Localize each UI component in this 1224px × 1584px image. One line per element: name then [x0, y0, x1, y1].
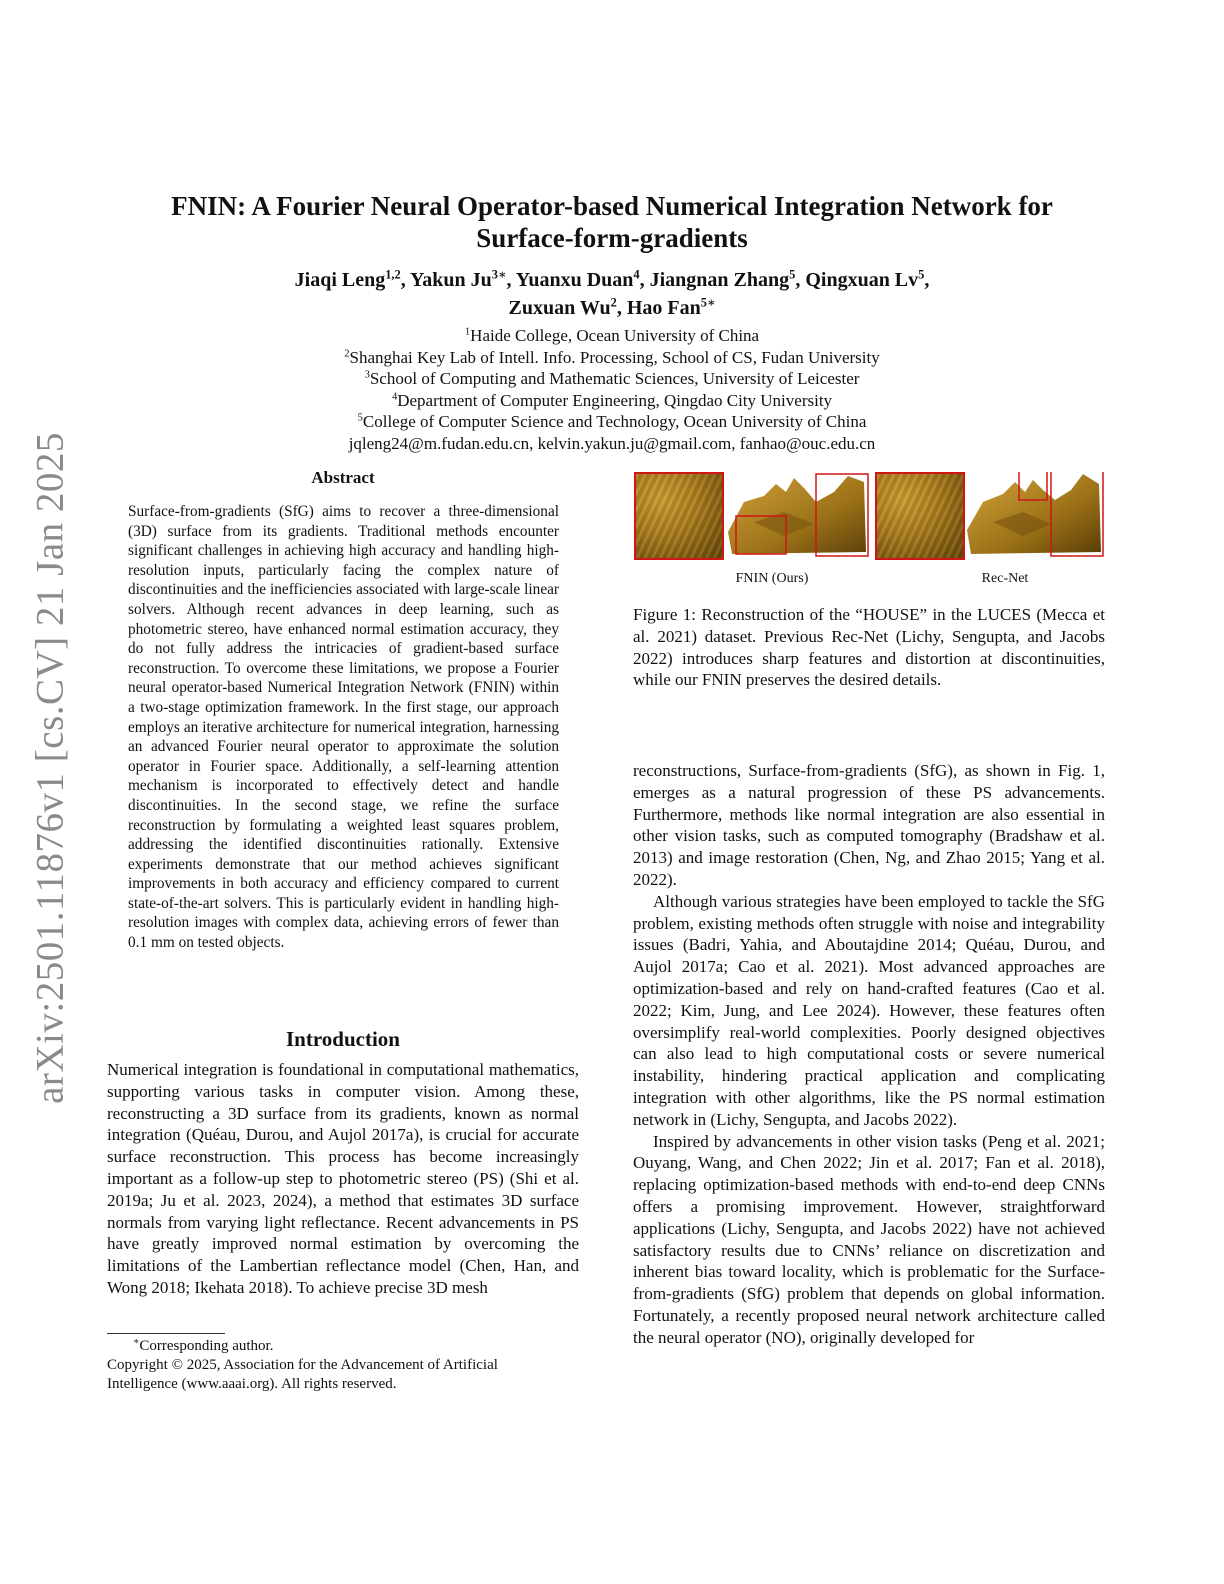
affiliation-3	[100, 368, 1124, 390]
author-affil-sup: 4	[633, 267, 640, 282]
author-list-line-2: Zuxuan Wu$^2$, Hao Fan$^{5∗}$	[508, 295, 716, 319]
intro-paragraph-2: reconstructions, Surface-from-gradients (SfG), as shown in Fig. 1, emerges as a natural progression of these PS advancements. Furthermore, methods like normal integration are also essential in other vision tasks, such as computed tomography (Bradshaw et al. 2013) and image restoration (Chen, Ng, and Zhao 2015; Yang et al. 2022).	[633, 761, 1105, 889]
author-name: Yuanxu Duan	[515, 269, 634, 291]
paper-title-line-1: FNIN: A Fourier Neural Operator-based Numerical Integration Network for	[171, 191, 1053, 221]
author-name: Jiaqi Leng	[294, 269, 386, 291]
affil-sup: 3	[364, 369, 370, 381]
affil-text: Shanghai Key Lab of Intell. Info. Processing, School of CS, Fudan University	[349, 347, 880, 367]
affil-sup: 5	[357, 412, 363, 424]
abstract-heading: Abstract	[311, 468, 375, 487]
author-affil-sup: 5∗	[700, 295, 716, 310]
paper-title-line-2: Surface-form-gradients	[476, 223, 748, 253]
abstract-text: Surface-from-gradients (SfG) aims to recover a three-dimensional (3D) surface from its gradients. Traditional methods encounter significant challenges in achieving high accuracy and handling high-resolution inputs, particularly facing the complex nature of discontinuities and the inefficiencies associated with large-scale linear solvers. Although recent advances in deep learning, such as photometric stereo, have enhanced normal estimation accuracy, they do not fully address the intricacies of gradient-based surface reconstruction. To overcome these limitations, we propose a Fourier neural operator-based Numerical Integration Network (FNIN) within a two-stage optimization framework. In the first stage, our approach employs an iterative architecture for numerical integration, harnessing an advanced Fourier neural operator to approximate the solution operator in Fourier space. Additionally, a self-learning attention mechanism is incorporated to effectively detect and handle discontinuities. In the second stage, we refine the surface reconstruction by formulating a weighted least squares problem, addressing the identified discontinuities rationally. Extensive experiments demonstrate that our method achieves significant improvements in both accuracy and efficiency compared to current state-of-the-art solvers. This is particularly evident in handling high-resolution images with complex data, achieving errors of fewer than 0.1 mm on tested objects.	[128, 503, 559, 952]
affiliations	[100, 325, 1124, 454]
corresponding-author-note	[107, 1337, 579, 1356]
recnet-depth-map-thumbnail	[875, 472, 965, 560]
affil-text: Department of Computer Engineering, Qingdao City University	[397, 390, 833, 410]
fnin-house-render	[724, 472, 870, 558]
footnote	[107, 1337, 579, 1394]
author-affil-sup: 1,2	[385, 267, 401, 282]
affil-sup: 2	[344, 347, 350, 359]
author-emails: jqleng24@m.fudan.edu.cn, kelvin.yakun.ju@gmail.com, fanhao@ouc.edu.cn	[348, 433, 876, 453]
fnin-depth-map-thumbnail	[634, 472, 724, 560]
copyright-line-2: Intelligence (www.aaai.org). All rights reserved.	[107, 1376, 397, 1392]
affil-text: School of Computing and Mathematic Sciences, University of Leicester	[369, 369, 860, 388]
arxiv-stamp-text: arXiv:2501.11876v1 [cs.CV] 21 Jan 2025	[28, 432, 72, 1104]
recnet-house-render	[965, 472, 1105, 558]
affil-sup: 4	[391, 390, 398, 402]
author-name: Qingxuan Lv	[805, 269, 919, 291]
author-name: Zuxuan Wu	[508, 297, 611, 319]
author-affil-sup: 3∗	[491, 267, 507, 282]
corresponding-mark: ∗	[133, 1337, 140, 1347]
intro-right-column	[633, 760, 1105, 1349]
affiliation-1	[100, 325, 1124, 347]
introduction-heading: Introduction	[286, 1027, 400, 1051]
intro-left-column	[107, 1059, 579, 1299]
figure-1-caption: Figure 1: Reconstruction of the “HOUSE” in the LUCES (Mecca et al. 2021) dataset. Previous Rec-Net (Lichy, Sengupta, and Jacobs 2022) introduces sharp features and distortion at discontinuities, while our FNIN preserves the desired details.	[633, 605, 1105, 690]
affiliation-2	[100, 347, 1124, 369]
affil-text: College of Computer Science and Technology, Ocean University of China	[362, 412, 867, 431]
copyright-line-1: Copyright © 2025, Association for the Advancement of Artificial	[107, 1357, 498, 1373]
corresponding-text: Corresponding author.	[139, 1338, 274, 1354]
footnote-rule	[107, 1333, 225, 1334]
author-name: Hao Fan	[626, 297, 701, 319]
author-affil-sup: 5	[789, 267, 796, 282]
arxiv-identifier-stamp	[30, 428, 70, 1108]
figure-label-recnet: Rec-Net	[981, 571, 1029, 586]
affiliation-5	[100, 411, 1124, 433]
author-affil-sup: 5	[918, 267, 925, 282]
figure-label-fnin: FNIN (Ours)	[735, 571, 809, 586]
intro-paragraph-3: Although various strategies have been employed to tackle the SfG problem, existing methods often struggle with noise and integrability issues (Badri, Yahia, and Aboutajdine 2014; Quéau, Durou, and Aujol 2017a; Cao et al. 2021). Most advanced approaches are optimization-based and rely on hand-crafted features (Cao et al. 2022; Kim, Jung, and Lee 2024). However, these features often oversimplify real-world complexities. Poorly designed objectives can also lead to high computational costs or severe numerical instability, hindering practical application and complicating integration with other algorithms, like the PS normal estimation network in (Lichy, Sengupta, and Jacobs 2022).	[633, 891, 1105, 1129]
author-name: Yakun Ju	[409, 269, 492, 291]
author-affil-sup: 2	[610, 295, 617, 310]
author-name: Jiangnan Zhang	[649, 269, 790, 291]
intro-paragraph-4: Inspired by advancements in other vision tasks (Peng et al. 2021; Ouyang, Wang, and Chen 2022; Jin et al. 2017; Fan et al. 2018), replacing optimization-based methods with end-to-end deep CNNs offers a promising improvement. However, straightforward applications (Lichy, Sengupta, and Jacobs 2022) have not achieved satisfactory results due to CNNs’ reliance on discretization and inherent bias toward locality, which is problematic for the Surface-from-gradients (SfG) problem that depends on global information. Fortunately, a recently proposed neural network architecture called the neural operator (NO), originally developed for	[633, 1131, 1105, 1347]
intro-paragraph-1: Numerical integration is foundational in computational mathematics, supporting various tasks in computer vision. Among these, reconstructing a 3D surface from its gradients, known as normal integration (Quéau, Durou, and Aujol 2017a), is crucial for accurate surface reconstruction. This process has become increasingly important as a follow-up step to photometric stereo (PS) (Shi et al. 2019a; Ju et al. 2023, 2024), a method that estimates 3D surface normals from varying light reflectance. Recent advancements in PS have greatly improved normal estimation by overcoming the limitations of the Lambertian reflectance model (Chen, Han, and Wong 2018; Ikehata 2018). To achieve precise 3D mesh	[107, 1060, 579, 1297]
affiliation-4	[100, 390, 1124, 412]
affil-sup: 1	[464, 326, 471, 338]
affil-text: Haide College, Ocean University of China	[470, 326, 760, 345]
author-list-line-1: Jiaqi Leng$^{1,2}$, Yakun $Ju^{3∗}$, Yuanxu Duan$^4$, Jiangnan Zhang$^5$, Qingxuan Lv$^5$,	[294, 267, 930, 291]
recnet-reconstruction-image	[875, 472, 1105, 558]
